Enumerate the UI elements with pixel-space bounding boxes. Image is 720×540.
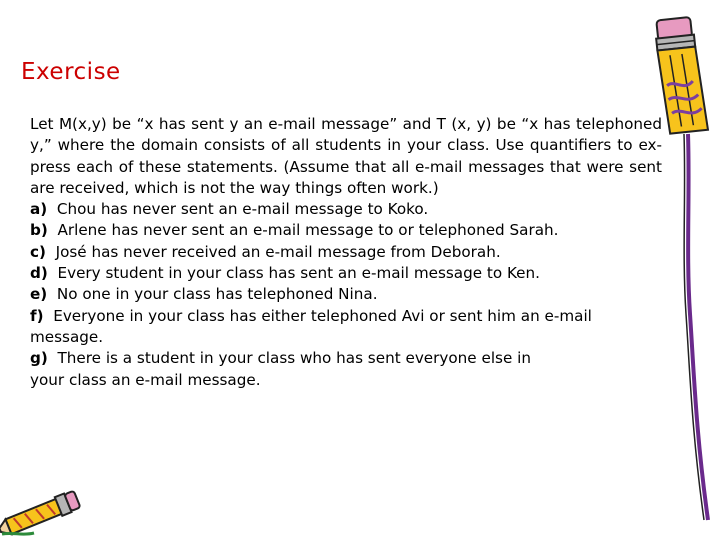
exercise-item-f: [30, 306, 662, 349]
item-text: There is a student in your class who has sent everyone else in your class an e-mail message.: [30, 349, 531, 389]
exercise-item-b: [30, 220, 662, 241]
item-letter: g): [30, 349, 48, 368]
item-letter: d): [30, 264, 48, 283]
exercise-intro: Let M(x,y) be “x has sent y an e-mail message” and T (x, y) be “x has telephoned y,” where the domain consists of all students in your class. Use quantifiers to ex- press each of these statements. (Assume that all e-mail messages that were sent are received, which is not the way things often work.): [30, 115, 662, 197]
exercise-item-d: [30, 263, 662, 284]
pencil-clipart-icon: [650, 14, 716, 526]
item-text: Everyone in your class has either telephoned Avi or sent him an e-mail message.: [30, 306, 592, 346]
item-text: Every student in your class has sent an e-mail message to Ken.: [57, 264, 540, 283]
item-letter: c): [30, 242, 46, 261]
item-text: José has never received an e-mail message from Deborah.: [55, 242, 501, 261]
item-letter: f): [30, 306, 44, 325]
exercise-item-e: [30, 284, 662, 305]
item-letter: a): [30, 200, 48, 219]
item-letter: b): [30, 221, 48, 240]
item-text: Arlene has never sent an e-mail message to or telephoned Sarah.: [57, 221, 559, 240]
pencil-clipart-icon: [0, 488, 82, 540]
exercise-body: [30, 114, 662, 391]
item-text: Chou has never sent an e-mail message to Koko.: [56, 200, 429, 219]
item-text: No one in your class has telephoned Nina.: [56, 285, 378, 304]
exercise-item-a: [30, 199, 662, 220]
slide-title: Exercise: [21, 59, 121, 85]
exercise-item-g: [30, 348, 550, 391]
item-letter: e): [30, 285, 48, 304]
exercise-item-c: [30, 242, 662, 263]
